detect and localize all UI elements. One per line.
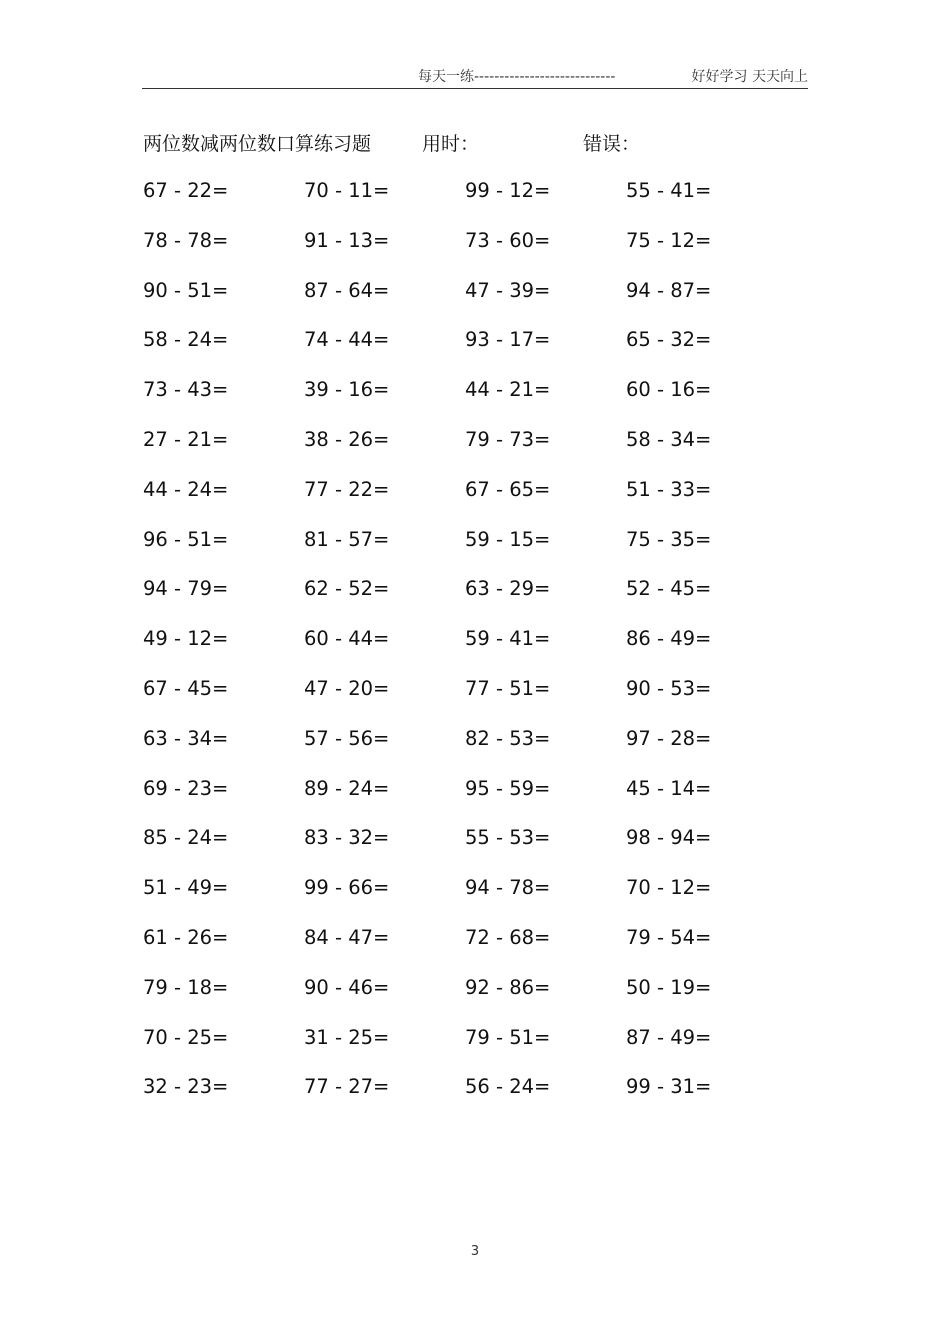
problem-item: 63 - 29=: [465, 577, 551, 601]
problem-item: 99 - 66=: [304, 876, 390, 900]
problem-item: 73 - 60=: [465, 228, 551, 252]
problem-item: 61 - 26=: [143, 925, 229, 949]
page-header: [142, 64, 808, 86]
problem-item: 73 - 43=: [143, 378, 229, 402]
problem-item: 65 - 32=: [626, 328, 712, 352]
problem-item: 90 - 46=: [304, 975, 390, 999]
problem-item: 57 - 56=: [304, 726, 390, 750]
problem-item: 79 - 51=: [465, 1025, 551, 1049]
problem-item: 27 - 21=: [143, 427, 229, 451]
header-divider: [142, 88, 808, 89]
problem-item: 99 - 31=: [626, 1075, 712, 1099]
problem-item: 87 - 49=: [626, 1025, 712, 1049]
problem-item: 50 - 19=: [626, 975, 712, 999]
error-label: 错误：: [583, 133, 641, 155]
problem-item: 93 - 17=: [465, 328, 551, 352]
problem-item: 79 - 54=: [626, 925, 712, 949]
problem-item: 44 - 24=: [143, 477, 229, 501]
problem-item: 77 - 22=: [304, 477, 390, 501]
problem-item: 90 - 51=: [143, 278, 229, 302]
problem-item: 69 - 23=: [143, 776, 229, 800]
problem-item: 81 - 57=: [304, 527, 390, 551]
problem-item: 77 - 51=: [465, 676, 551, 700]
problem-item: 39 - 16=: [304, 378, 390, 402]
problem-item: 58 - 34=: [626, 427, 712, 451]
problem-item: 75 - 12=: [626, 228, 712, 252]
problem-item: 77 - 27=: [304, 1075, 390, 1099]
problem-item: 60 - 16=: [626, 378, 712, 402]
problem-item: 74 - 44=: [304, 328, 390, 352]
header-left-text: 每天一练----------------------------: [418, 69, 616, 85]
problem-item: 44 - 21=: [465, 378, 551, 402]
problem-item: 55 - 41=: [626, 179, 712, 202]
problem-item: 55 - 53=: [465, 826, 551, 850]
problem-item: 62 - 52=: [304, 577, 390, 601]
problem-item: 90 - 53=: [626, 676, 712, 700]
problem-item: 70 - 25=: [143, 1025, 229, 1049]
problem-item: 70 - 11=: [304, 179, 390, 202]
worksheet-title-row: [143, 129, 803, 157]
problem-item: 83 - 32=: [304, 826, 390, 850]
problem-item: 94 - 87=: [626, 278, 712, 302]
problem-item: 51 - 49=: [143, 876, 229, 900]
worksheet-title: 两位数减两位数口算练习题: [143, 133, 372, 155]
problem-item: 70 - 12=: [626, 876, 712, 900]
problem-item: 72 - 68=: [465, 925, 551, 949]
problem-item: 58 - 24=: [143, 328, 229, 352]
problem-item: 96 - 51=: [143, 527, 229, 551]
problem-item: 89 - 24=: [304, 776, 390, 800]
problem-item: 92 - 86=: [465, 975, 551, 999]
time-label: 用时：: [422, 133, 480, 155]
problem-item: 60 - 44=: [304, 627, 390, 651]
problem-item: 94 - 78=: [465, 876, 551, 900]
problem-item: 85 - 24=: [143, 826, 229, 850]
problem-item: 95 - 59=: [465, 776, 551, 800]
problem-item: 79 - 73=: [465, 427, 551, 451]
problem-item: 47 - 20=: [304, 676, 390, 700]
problem-item: 49 - 12=: [143, 627, 229, 651]
problem-item: 87 - 64=: [304, 278, 390, 302]
problem-item: 67 - 45=: [143, 676, 229, 700]
problem-item: 67 - 65=: [465, 477, 551, 501]
problem-item: 56 - 24=: [465, 1075, 551, 1099]
problem-item: 32 - 23=: [143, 1075, 229, 1099]
problem-item: 97 - 28=: [626, 726, 712, 750]
problem-item: 84 - 47=: [304, 925, 390, 949]
problem-item: 59 - 41=: [465, 627, 551, 651]
header-right-text: 好好学习 天天向上: [691, 69, 808, 85]
page-number: 3: [470, 1244, 480, 1259]
problem-item: 67 - 22=: [143, 179, 229, 202]
problem-grid: [143, 177, 787, 1123]
problem-item: 75 - 35=: [626, 527, 712, 551]
problem-item: 78 - 78=: [143, 228, 229, 252]
problem-item: 47 - 39=: [465, 278, 551, 302]
problem-item: 51 - 33=: [626, 477, 712, 501]
problem-item: 52 - 45=: [626, 577, 712, 601]
problem-item: 45 - 14=: [626, 776, 712, 800]
problem-item: 59 - 15=: [465, 527, 551, 551]
problem-item: 94 - 79=: [143, 577, 229, 601]
problem-item: 86 - 49=: [626, 627, 712, 651]
problem-item: 38 - 26=: [304, 427, 390, 451]
problem-item: 82 - 53=: [465, 726, 551, 750]
problem-item: 91 - 13=: [304, 228, 390, 252]
problem-item: 79 - 18=: [143, 975, 229, 999]
problem-item: 31 - 25=: [304, 1025, 390, 1049]
problem-item: 99 - 12=: [465, 179, 551, 202]
problem-item: 98 - 94=: [626, 826, 712, 850]
problem-item: 63 - 34=: [143, 726, 229, 750]
